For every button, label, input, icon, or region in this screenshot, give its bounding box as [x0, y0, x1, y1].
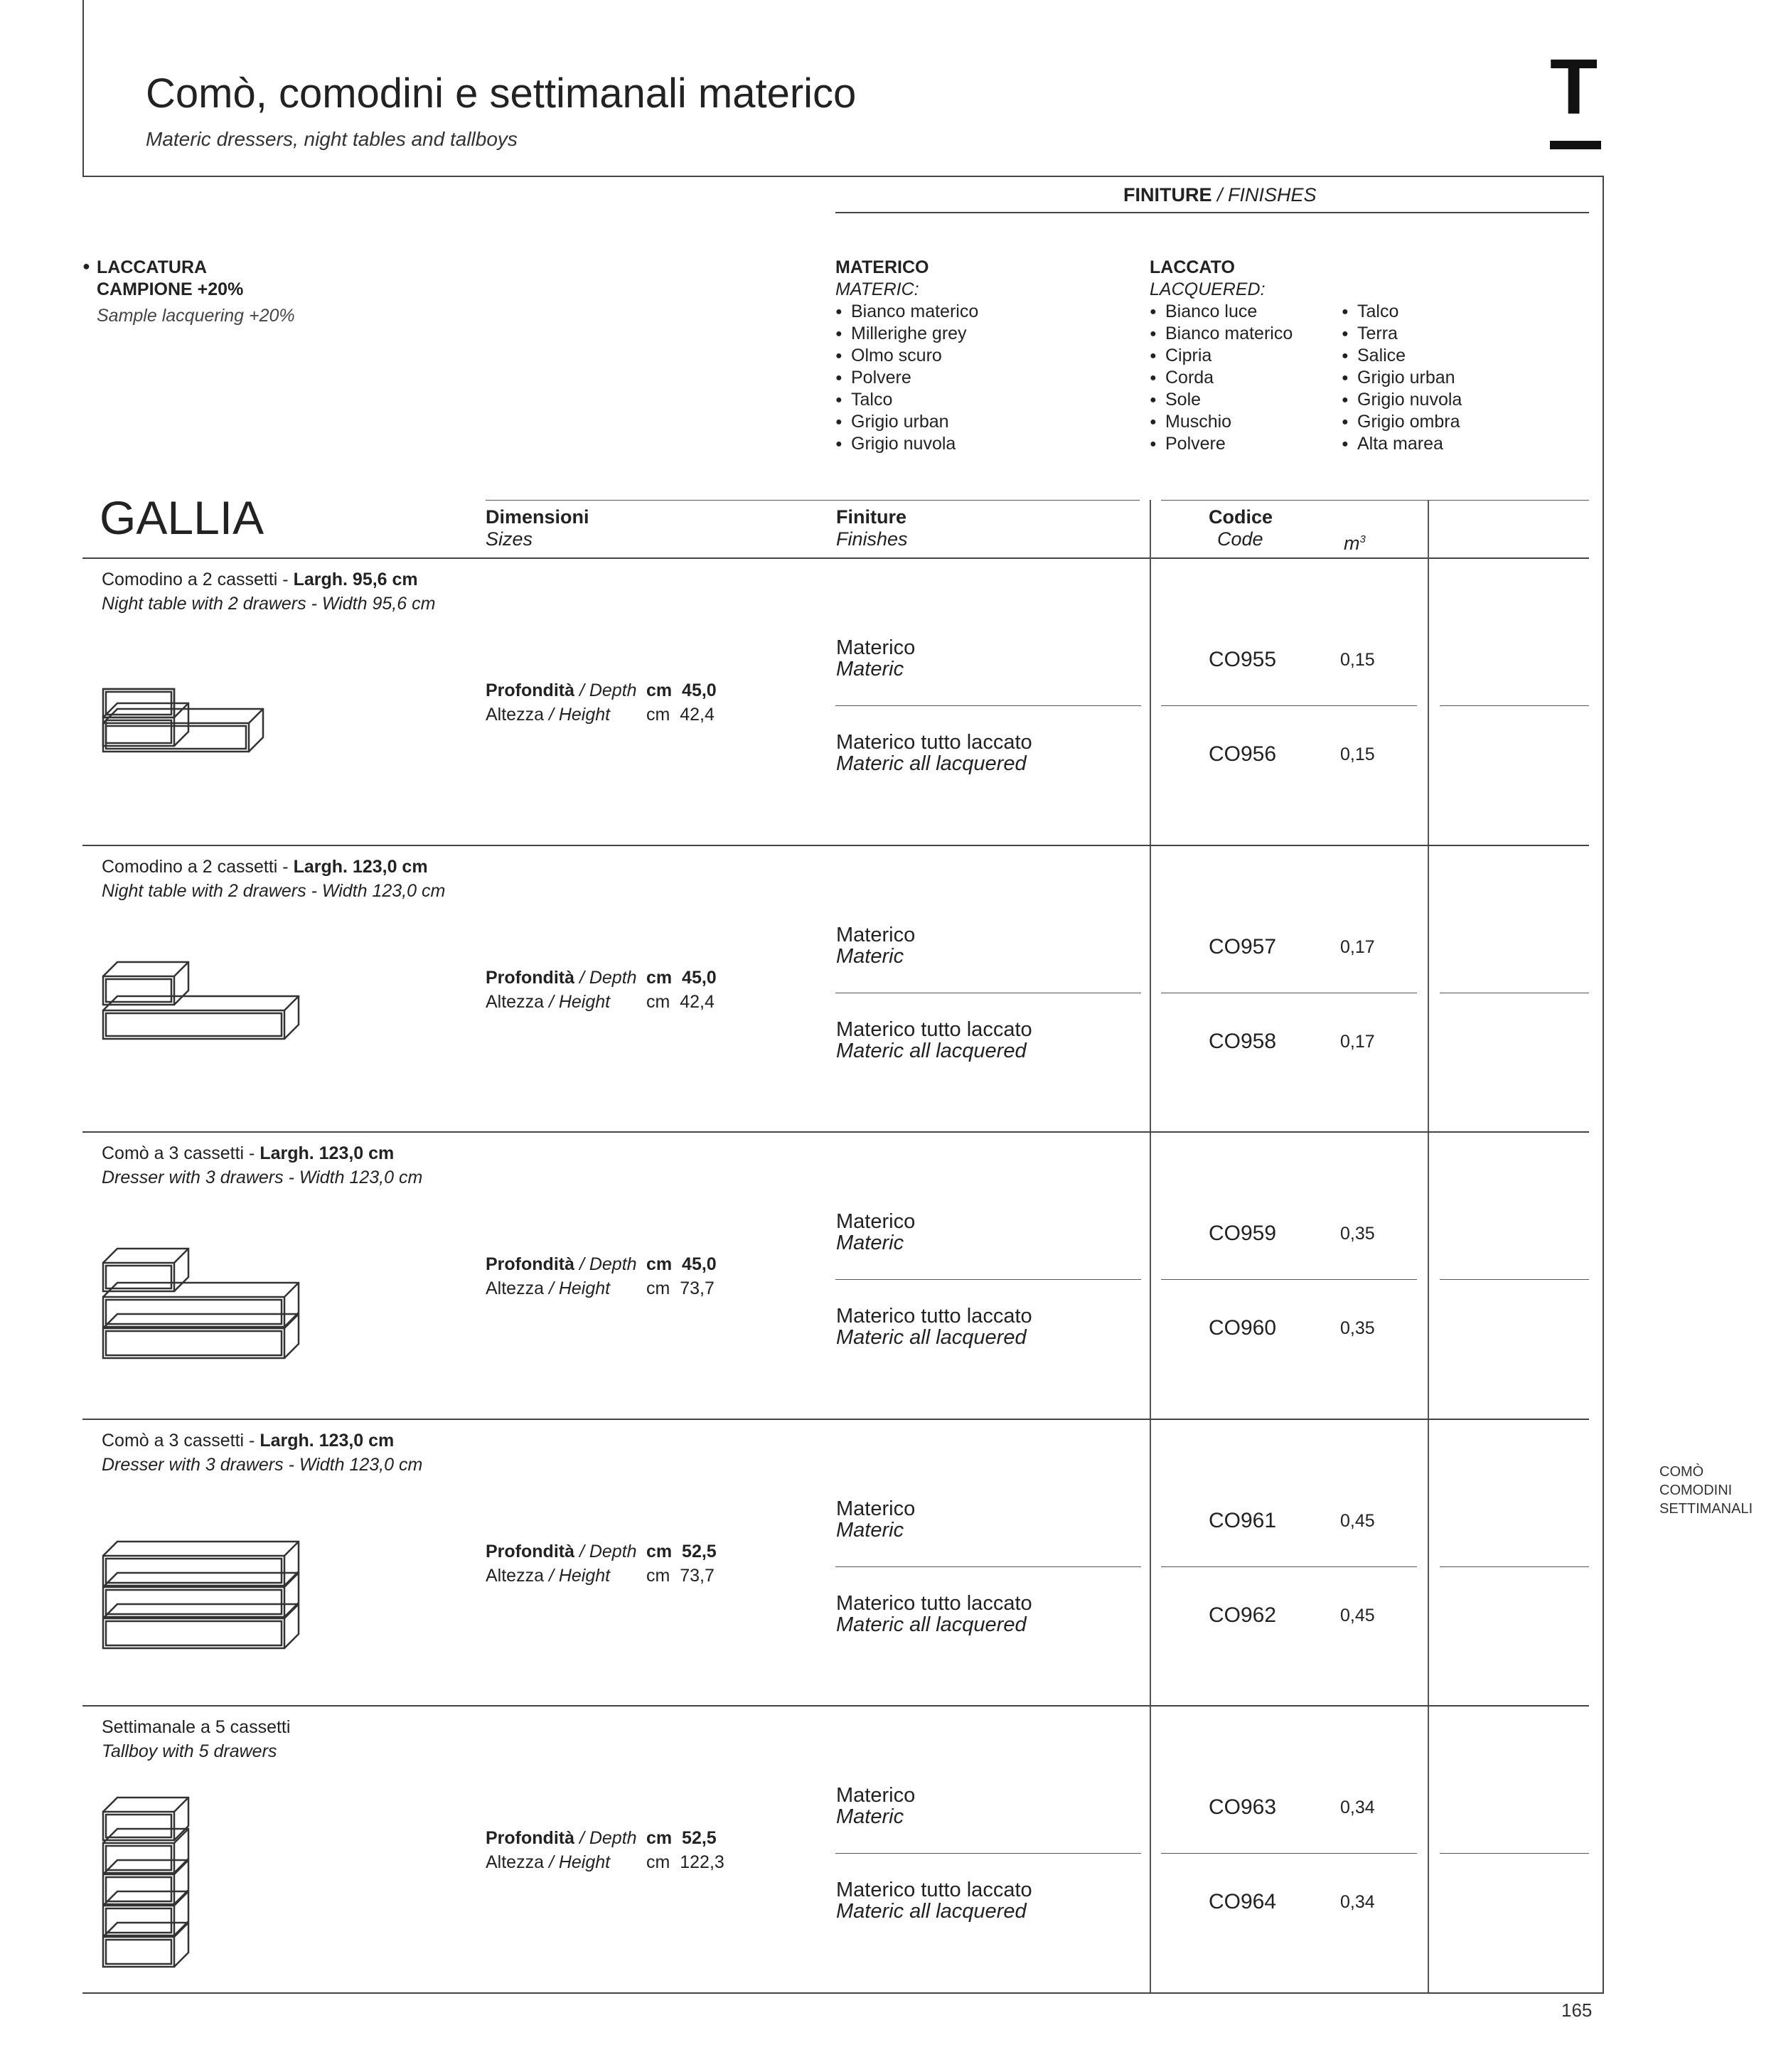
model-name: GALLIA — [100, 491, 264, 544]
product-description: Comodino a 2 cassetti - Largh. 123,0 cm Night table with 2 drawers - Width 123,0 cm — [102, 856, 446, 901]
th-rule-c — [1440, 500, 1589, 501]
product-description: Comò a 3 cassetti - Largh. 123,0 cm Dresser with 3 drawers - Width 123,0 cm — [102, 1143, 423, 1188]
th-rule-a — [486, 500, 1140, 501]
brand-logo-underline — [1550, 141, 1601, 149]
product-volume: 0,15 — [1340, 744, 1375, 764]
finish-list-item: ● Bianco materico — [1150, 323, 1293, 345]
product-volume: 0,34 — [1340, 1892, 1375, 1913]
finish-list-item: ● Terra — [1342, 323, 1462, 345]
finish-list-item: ● Corda — [1150, 367, 1293, 389]
finish-separator — [1440, 1279, 1589, 1280]
finish-list-item: ● Grigio nuvola — [835, 433, 978, 455]
furniture-drawing-icon — [100, 948, 313, 1133]
finish-list-item: ● Polvere — [1150, 433, 1293, 455]
product-volume: 0,35 — [1340, 1224, 1375, 1244]
product-volume: 0,17 — [1340, 936, 1375, 957]
finish-all-lacquered: Materico tutto laccato Materic all lacquered — [836, 1591, 1032, 1636]
finish-list-item: ● Polvere — [835, 367, 978, 389]
finish-separator — [1440, 705, 1589, 706]
finish-list-item: ● Millerighe grey — [835, 323, 978, 345]
furniture-drawing-icon — [100, 1522, 313, 1707]
row-divider — [82, 1131, 1589, 1133]
finish-separator — [1161, 1279, 1417, 1280]
finishes-header: FINITURE / FINISHES — [1123, 184, 1317, 205]
finish-separator — [835, 1566, 1141, 1567]
finish-separator — [1161, 1566, 1417, 1567]
finish-list-item: ● Grigio urban — [1342, 367, 1462, 389]
laccato-list-col1 — [1150, 301, 1293, 455]
finish-all-lacquered: Materico tutto laccato Materic all lacquered — [836, 1879, 1032, 1923]
th-volume: $m^3$ — [1344, 533, 1366, 554]
finish-materic: Materico Materic — [836, 923, 916, 968]
furniture-drawing-icon — [100, 1783, 313, 1968]
product-code: CO962 — [1209, 1603, 1277, 1627]
finish-all-lacquered: Materico tutto laccato Materic all lacquered — [836, 1018, 1032, 1062]
finish-list-item: ● Talco — [835, 389, 978, 411]
header-left-border — [82, 0, 84, 176]
extra-col-divider — [1428, 500, 1429, 1993]
product-description: Comò a 3 cassetti - Largh. 123,0 cm Dresser with 3 drawers - Width 123,0 cm — [102, 1430, 423, 1475]
finish-list-item: ● Muschio — [1150, 411, 1293, 433]
product-volume: 0,35 — [1340, 1318, 1375, 1339]
finish-list-item: ● Grigio urban — [835, 411, 978, 433]
finish-all-lacquered: Materico tutto laccato Materic all lacquered — [836, 1305, 1032, 1350]
th-finishes: Finiture Finishes — [836, 506, 908, 550]
laccato-finishes-col2 — [1342, 301, 1462, 455]
product-code: CO960 — [1209, 1316, 1277, 1340]
finish-list-item: ● Salice — [1342, 345, 1462, 367]
finish-materic: Materico Materic — [836, 1497, 916, 1542]
product-code: CO956 — [1209, 742, 1277, 766]
product-code: CO963 — [1209, 1795, 1277, 1820]
brand-logo: T — [1550, 43, 1598, 131]
finish-list-item: ● Talco — [1342, 301, 1462, 323]
finish-materic: Materico Materic — [836, 1784, 916, 1829]
finish-separator — [835, 1279, 1141, 1280]
product-code: CO961 — [1209, 1508, 1277, 1532]
furniture-drawing-icon — [100, 661, 313, 845]
finish-materic: Materico Materic — [836, 1210, 916, 1255]
finish-materic: Materico Materic — [836, 636, 916, 680]
th-dimensions: Dimensioni Sizes — [486, 506, 589, 550]
product-code: CO959 — [1209, 1222, 1277, 1246]
product-description: Settimanale a 5 cassetti Tallboy with 5 drawers — [102, 1717, 291, 1762]
product-dimensions: Profondità / Depth cm 52,5 Altezza / Height cm 73,7 — [486, 1541, 717, 1586]
finish-list-item: ● Grigio nuvola — [1342, 389, 1462, 411]
finish-list-item: ● Grigio ombra — [1342, 411, 1462, 433]
page-subtitle: Materic dressers, night tables and tallboys — [146, 128, 518, 150]
product-code: CO964 — [1209, 1890, 1277, 1914]
finish-separator — [1161, 1853, 1417, 1854]
finish-separator — [835, 1853, 1141, 1854]
product-dimensions: Profondità / Depth cm 52,5 Altezza / Height cm 122,3 — [486, 1828, 724, 1873]
finish-list-item: ● Olmo scuro — [835, 345, 978, 367]
th-rule-b — [1161, 500, 1460, 501]
table-bottom-rule — [82, 1992, 1604, 1994]
finish-separator — [1440, 1566, 1589, 1567]
product-dimensions: Profondità / Depth cm 45,0 Altezza / Height cm 73,7 — [486, 1254, 717, 1299]
finish-list-item: ● Sole — [1150, 389, 1293, 411]
page-number: 165 — [1561, 1999, 1593, 2021]
product-dimensions: Profondità / Depth cm 45,0 Altezza / Height cm 42,4 — [486, 680, 717, 725]
row-divider — [82, 1705, 1589, 1707]
finish-all-lacquered: Materico tutto laccato Materic all lacquered — [836, 731, 1032, 775]
page-right-border — [1603, 176, 1604, 1993]
finish-list-item: ● Cipria — [1150, 345, 1293, 367]
finish-separator — [1440, 1853, 1589, 1854]
materico-list — [835, 301, 978, 455]
code-col-divider — [1150, 500, 1151, 1993]
product-code: CO957 — [1209, 934, 1277, 958]
row-divider — [82, 1419, 1589, 1420]
page-title: Comò, comodini e settimanali materico — [146, 70, 857, 117]
product-volume: 0,34 — [1340, 1798, 1375, 1818]
finish-list-item: ● Bianco luce — [1150, 301, 1293, 323]
product-code: CO955 — [1209, 648, 1277, 671]
finish-list-item: ● Alta marea — [1342, 433, 1462, 455]
product-volume: 0,17 — [1340, 1031, 1375, 1052]
product-volume: 0,45 — [1340, 1605, 1375, 1625]
finish-separator — [1161, 705, 1417, 706]
finishes-header-rule — [835, 212, 1589, 213]
product-description: Comodino a 2 cassetti - Largh. 95,6 cm Night table with 2 drawers - Width 95,6 cm — [102, 570, 436, 614]
header-bottom-border — [82, 176, 1604, 177]
finish-list-item: ● Bianco materico — [835, 301, 978, 323]
product-volume: 0,15 — [1340, 650, 1375, 670]
row-divider — [82, 845, 1589, 846]
furniture-drawing-icon — [100, 1234, 313, 1419]
sample-lacquering-note: ● LACCATURA CAMPIONE +20% Sample lacquering +20% — [82, 257, 295, 327]
th-code: Codice Code — [1209, 506, 1273, 550]
side-index: COMÒ COMODINI SETTIMANALI — [1659, 1464, 1753, 1517]
th-bottom-rule — [82, 557, 1589, 559]
product-code: CO958 — [1209, 1029, 1277, 1053]
materico-finishes: MATERICO MATERIC: ● Bianco materico ● Millerighe grey ● Olmo scuro ● Polvere ● Talco ● Grigio urban ● Grigio nuvola — [835, 257, 978, 455]
product-dimensions: Profondità / Depth cm 45,0 Altezza / Height cm 42,4 — [486, 967, 717, 1012]
laccato-finishes: LACCATO LACQUERED: ● Bianco luce ● Bianco materico ● Cipria ● Corda ● Sole ● Muschio ● Polvere — [1150, 257, 1293, 455]
bullet-icon: ● — [82, 259, 90, 273]
laccato-list-col2 — [1342, 301, 1462, 455]
product-volume: 0,45 — [1340, 1510, 1375, 1531]
finish-separator — [835, 705, 1141, 706]
